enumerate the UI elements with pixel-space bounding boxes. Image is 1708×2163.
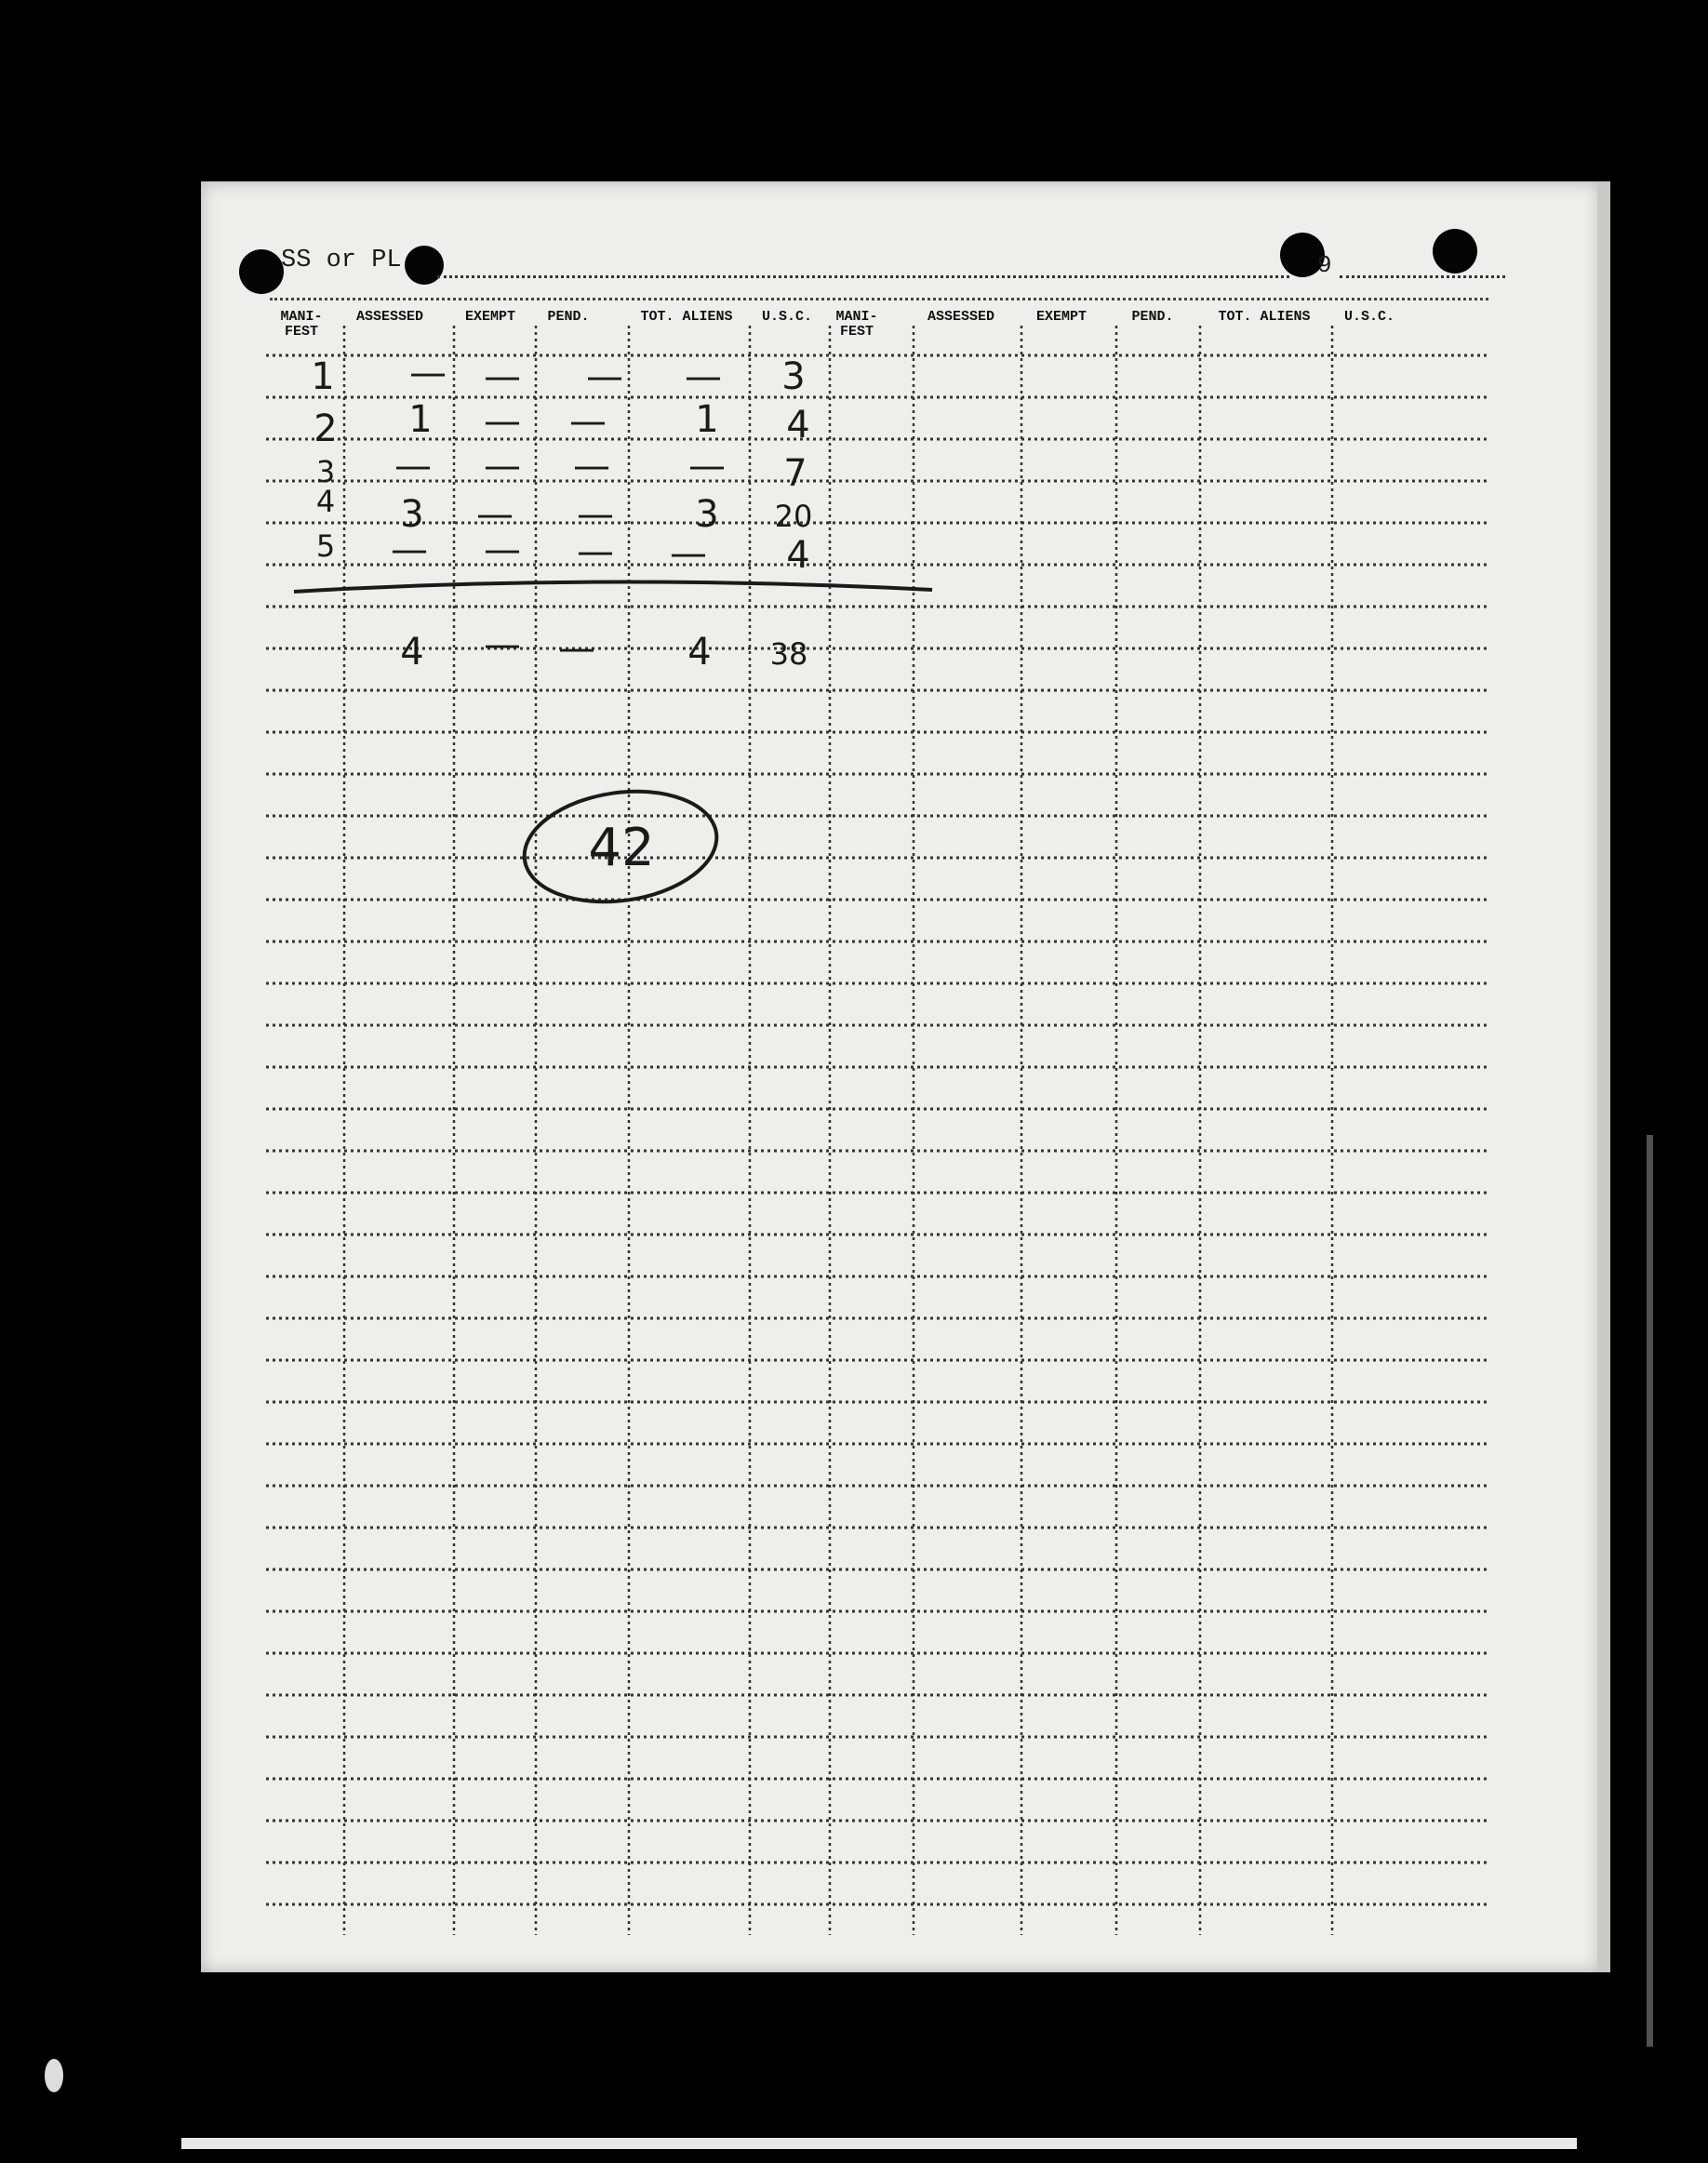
col-header-assessed-2: ASSESSED — [927, 309, 994, 325]
row-4-pend: — — [577, 493, 614, 536]
col-header-assessed: ASSESSED — [355, 309, 423, 325]
row-1-tot-aliens: — — [685, 355, 722, 398]
row-5-usc: 4 — [786, 534, 810, 577]
total-underline — [294, 581, 932, 592]
row-3-usc: 7 — [783, 452, 807, 495]
row-5-manifest: 5 — [315, 528, 336, 564]
row-4-exempt: — — [476, 493, 514, 536]
row-1-manifest: 1 — [311, 355, 335, 398]
row-4-tot-aliens: 3 — [695, 493, 719, 536]
col-header-usc: U.S.C. — [761, 309, 812, 325]
row-4-assessed: 3 — [400, 493, 424, 536]
total-pend: — — [558, 627, 595, 670]
row-3-tot-aliens: — — [688, 445, 726, 487]
vessel-label: SS or PL — [281, 247, 402, 274]
row-2-usc: 4 — [786, 404, 810, 447]
row-4-manifest: 4 — [315, 484, 336, 519]
row-2-exempt: — — [484, 400, 521, 443]
col-header-exempt: EXEMPT — [464, 309, 515, 325]
col-header-pend: PEND. — [547, 309, 590, 325]
col-header-manifest: MANI- FEST — [280, 309, 323, 340]
total-exempt: — — [484, 623, 521, 666]
row-3-exempt: — — [484, 445, 521, 487]
col-header-exempt-2: EXEMPT — [1035, 309, 1087, 325]
col-header-tot-aliens: TOT. ALIENS — [640, 309, 733, 325]
row-2-assessed: 1 — [408, 398, 433, 441]
row-2-pend: — — [569, 400, 607, 443]
total-assessed: 4 — [400, 631, 424, 674]
total-usc: 38 — [769, 636, 808, 672]
row-5-tot-aliens: — — [670, 532, 707, 575]
row-2-manifest: 2 — [314, 407, 338, 450]
col-header-manifest-2: MANI- FEST — [835, 309, 878, 340]
row-2-tot-aliens: 1 — [695, 398, 719, 441]
row-3-pend: — — [573, 445, 610, 487]
row-1-usc: 3 — [781, 355, 806, 398]
col-header-tot-aliens-2: TOT. ALIENS — [1218, 309, 1311, 325]
row-5-exempt: — — [484, 528, 521, 571]
col-header-usc-2: U.S.C. — [1343, 309, 1394, 325]
row-1-pend: — — [586, 355, 623, 398]
grand-total-value: 42 — [588, 818, 655, 878]
row-3-assessed: — — [394, 445, 432, 487]
row-4-usc: 20 — [774, 499, 813, 534]
row-1-assessed: — — [409, 352, 447, 394]
date-label: 9 — [1317, 251, 1332, 279]
row-5-pend: — — [577, 530, 614, 573]
total-tot-aliens: 4 — [687, 631, 712, 674]
row-3-manifest: 3 — [315, 454, 336, 489]
row-5-assessed: — — [391, 528, 428, 571]
row-1-exempt: — — [484, 355, 521, 398]
col-header-pend-2: PEND. — [1131, 309, 1174, 325]
